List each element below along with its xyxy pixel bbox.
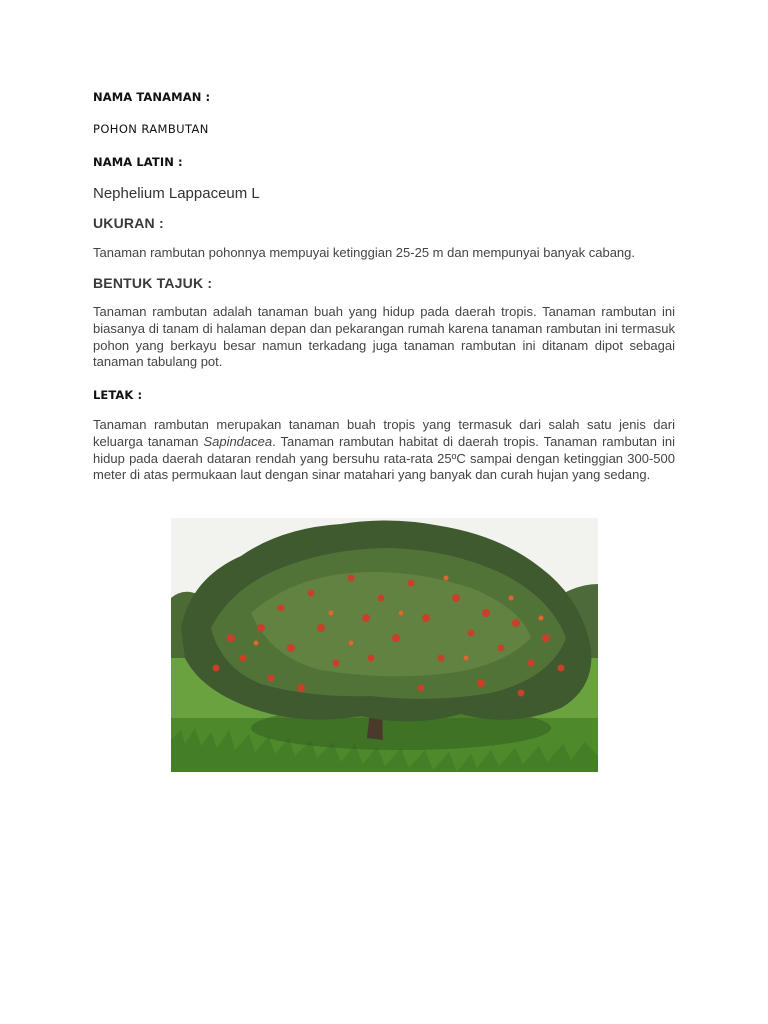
location-text-italic: Sapindacea (203, 433, 273, 449)
crown-heading: BENTUK TAJUK : (93, 275, 213, 291)
plant-name-label: NAMA TANAMAN : (93, 90, 211, 104)
latin-name: Nephelium Lappaceum L (93, 185, 260, 202)
location-text-end: . Tanaman rambutan habitat di daerah tropis. Tanaman rambutan ini hidup pada daerah dataran rendah yang bersuhu rata-rata 25ºC sampai dengan ketinggian 300-500 meter di atas permukaan laut dengan sinar matahari yang banyak dan curah hujan yang sedang. (93, 433, 675, 483)
size-paragraph: Tanaman rambutan pohonnya mempuyai ketinggian 25-25 m dan mempunyai banyak cabang. (93, 245, 636, 260)
location-text-start: Tanaman rambutan merupakan tanaman buah tropis yang termasuk dari salah satu jenis dari keluarga tanaman (93, 417, 675, 449)
rambutan-tree-photo (171, 518, 598, 772)
location-paragraph (93, 417, 675, 484)
location-heading: LETAK : (93, 388, 143, 402)
size-heading: UKURAN : (93, 215, 164, 231)
latin-name-label: NAMA LATIN : (93, 155, 183, 169)
plant-name: POHON RAMBUTAN (93, 122, 209, 136)
crown-paragraph: Tanaman rambutan adalah tanaman buah yang hidup pada daerah tropis. Tanaman rambutan ini biasanya di tanam di halaman depan dan pekarangan rumah karena tanaman rambutan ini termasuk pohon yang berkayu besar namun terkadang juga tanaman rambutan ini ditanam dipot sebagai tanaman tabulang pot. (93, 304, 675, 370)
